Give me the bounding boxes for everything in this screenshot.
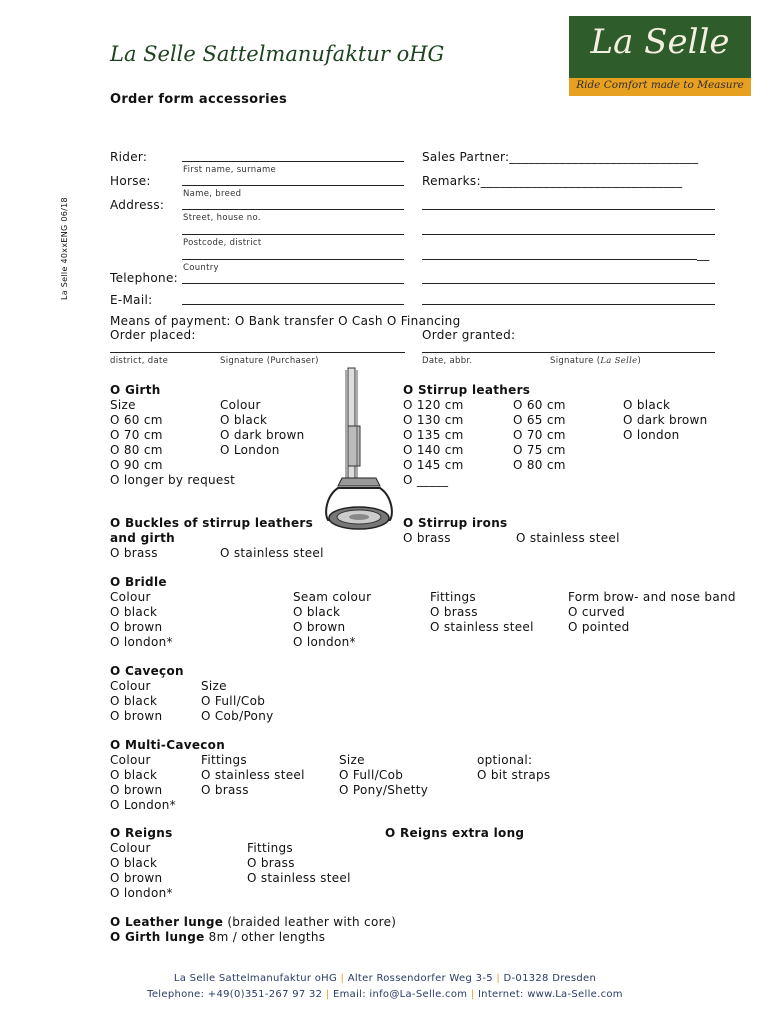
- cavecon-title[interactable]: O Caveçon: [110, 664, 184, 678]
- signature-purchaser-hint: Signature (Purchaser): [220, 356, 319, 366]
- bridle-colour-option[interactable]: O london*: [110, 635, 173, 649]
- remarks-line-4[interactable]: [422, 283, 715, 284]
- leather-length-option[interactable]: O 120 cm: [403, 398, 464, 412]
- girth-size-option[interactable]: O 70 cm: [110, 428, 163, 442]
- horse-hint: Name, breed: [183, 189, 242, 199]
- order-granted-label: Order granted:: [422, 328, 516, 342]
- girth-title[interactable]: O Girth: [110, 383, 161, 397]
- signature-laselle-hint: Signature (La Selle): [550, 356, 642, 366]
- multi-cavecon-optional-option[interactable]: O bit straps: [477, 768, 551, 782]
- leather-length-option[interactable]: O 140 cm: [403, 443, 464, 457]
- leather-length-option[interactable]: O 65 cm: [513, 413, 566, 427]
- leather-length-option[interactable]: O 130 cm: [403, 413, 464, 427]
- reigns-colour-option[interactable]: O black: [110, 856, 158, 870]
- street-hint: Street, house no.: [183, 213, 261, 223]
- buckles-option-brass[interactable]: O brass: [110, 546, 158, 560]
- email-field[interactable]: [182, 304, 404, 305]
- leather-length-option[interactable]: O 135 cm: [403, 428, 464, 442]
- cavecon-colours: Colour O black O brown: [110, 679, 163, 723]
- leather-length-option[interactable]: O 60 cm: [513, 398, 566, 412]
- payment-options[interactable]: Means of payment: O Bank transfer O Cash O Financing: [110, 314, 461, 328]
- order-placed-label: Order placed:: [110, 328, 196, 342]
- sales-partner-field[interactable]: Sales Partner:______________________________: [422, 150, 699, 164]
- buckles-option-steel[interactable]: O stainless steel: [220, 546, 324, 560]
- country-field[interactable]: [182, 259, 404, 260]
- footer-contact: Telephone: +49(0)351-267 97 32 | Email: info@La-Selle.com | Internet: www.La-Selle.com: [147, 989, 623, 1000]
- leather-length-option[interactable]: O 80 cm: [513, 458, 566, 472]
- stirrup-leathers-col2: [513, 398, 566, 473]
- rider-hint: First name, surname: [183, 165, 277, 175]
- girth-colour-option[interactable]: O London: [220, 443, 280, 457]
- logo-tagline: Ride Comfort made to Measure: [576, 79, 744, 91]
- date-abbr-hint: Date, abbr.: [422, 356, 473, 366]
- bridle-seam-option[interactable]: O black: [293, 605, 341, 619]
- multi-cavecon-colour-option[interactable]: O black: [110, 768, 158, 782]
- girth-sizes: Size O 60 cm O 70 cm O 80 cm O 90 cm O longer by request: [110, 398, 236, 487]
- cavecon-size-option[interactable]: O Cob/Pony: [201, 709, 274, 723]
- multi-cavecon-colour-option[interactable]: O London*: [110, 798, 176, 812]
- remarks-field[interactable]: Remarks:________________________________: [422, 174, 683, 188]
- cavecon-size-option[interactable]: O Full/Cob: [201, 694, 266, 708]
- rider-label: Rider:: [110, 150, 148, 164]
- reigns-fittings: Fittings O brass O stainless steel: [247, 841, 351, 885]
- telephone-field[interactable]: [182, 283, 404, 284]
- bridle-colour-option[interactable]: O brown: [110, 620, 163, 634]
- stirrup-leathers-col3: [623, 398, 708, 443]
- reigns-colour-option[interactable]: O london*: [110, 886, 173, 900]
- cavecon-sizes: Size O Full/Cob O Cob/Pony: [201, 679, 274, 723]
- leather-colour-option[interactable]: O black: [623, 398, 671, 412]
- bridle-colours: Colour O black O brown O london*: [110, 590, 173, 649]
- girth-size-option[interactable]: O 80 cm: [110, 443, 163, 457]
- reigns-fittings-option[interactable]: O brass: [247, 856, 295, 870]
- girth-colours: Colour O black O dark brown O London: [220, 398, 305, 457]
- reigns-fittings-option[interactable]: O stainless steel: [247, 871, 351, 885]
- multi-cavecon-colour-option[interactable]: O brown: [110, 783, 163, 797]
- address-label: Address:: [110, 198, 165, 212]
- horse-field[interactable]: [182, 185, 404, 186]
- bridle-seams: Seam colour O black O brown O london*: [293, 590, 372, 649]
- country-hint: Country: [183, 263, 219, 273]
- multi-cavecon-size-option[interactable]: O Pony/Shetty: [339, 783, 429, 797]
- stirrup-irons-option-steel[interactable]: O stainless steel: [516, 531, 620, 545]
- bridle-brow-option[interactable]: O curved: [568, 605, 625, 619]
- bridle-seam-option[interactable]: O brown: [293, 620, 346, 634]
- stirrup-leathers-col1: [403, 398, 464, 488]
- bridle-fittings-option[interactable]: O brass: [430, 605, 478, 619]
- girth-size-option[interactable]: O longer by request: [110, 473, 236, 487]
- girth-size-option[interactable]: O 60 cm: [110, 413, 163, 427]
- multi-cavecon-sizes: Size O Full/Cob O Pony/Shetty: [339, 753, 429, 797]
- multi-cavecon-colours: Colour O black O brown O London*: [110, 753, 176, 812]
- bridle-fittings: Fittings O brass O stainless steel: [430, 590, 534, 634]
- girth-size-option[interactable]: O 90 cm: [110, 458, 163, 472]
- bridle-seam-option[interactable]: O london*: [293, 635, 356, 649]
- leather-colour-option[interactable]: O london: [623, 428, 680, 442]
- company-name: La Selle Sattelmanufaktur oHG: [110, 42, 445, 66]
- bridle-title[interactable]: O Bridle: [110, 575, 167, 589]
- order-placed-line[interactable]: [110, 352, 405, 353]
- multi-cavecon-fittings: Fittings O stainless steel O brass: [201, 753, 305, 797]
- side-code: La Selle 40xxENG 06/18: [60, 197, 69, 300]
- multi-cavecon-fittings-option[interactable]: O brass: [201, 783, 249, 797]
- girth-colour-option[interactable]: O dark brown: [220, 428, 305, 442]
- logo-name: La Selle: [590, 22, 730, 62]
- street-field[interactable]: [182, 209, 404, 210]
- reigns-title[interactable]: O Reigns: [110, 826, 173, 840]
- postcode-field[interactable]: [182, 234, 404, 235]
- remarks-line-5[interactable]: [422, 304, 715, 305]
- reigns-extra-long-title[interactable]: O Reigns extra long: [385, 826, 525, 840]
- rider-field[interactable]: [182, 161, 404, 162]
- multi-cavecon-fittings-option[interactable]: O stainless steel: [201, 768, 305, 782]
- leather-length-option[interactable]: O _____: [403, 473, 449, 487]
- stirrup-irons-option-brass[interactable]: O brass: [403, 531, 451, 545]
- stirrup-irons-title[interactable]: O Stirrup irons: [403, 516, 508, 530]
- leather-length-option[interactable]: O 145 cm: [403, 458, 464, 472]
- cavecon-colour-option[interactable]: O brown: [110, 709, 163, 723]
- multi-cavecon-optional: optional: O bit straps: [477, 753, 551, 782]
- bridle-colour-option[interactable]: O black: [110, 605, 158, 619]
- order-granted-line[interactable]: [422, 352, 715, 353]
- buckles-title[interactable]: O Buckles of stirrup leathers and girth: [110, 516, 314, 545]
- leather-length-option[interactable]: O 75 cm: [513, 443, 566, 457]
- reigns-colour-option[interactable]: O brown: [110, 871, 163, 885]
- horse-label: Horse:: [110, 174, 151, 188]
- footer-address: La Selle Sattelmanufaktur oHG | Alter Rossendorfer Weg 3-5 | D-01328 Dresden: [173, 973, 597, 984]
- leather-lunge-option[interactable]: O Leather lunge (braided leather with core): [110, 915, 397, 929]
- logo: [569, 16, 751, 96]
- remarks-line-1[interactable]: [422, 209, 715, 210]
- leather-length-option[interactable]: O 70 cm: [513, 428, 566, 442]
- cavecon-colour-option[interactable]: O black: [110, 694, 158, 708]
- form-title: Order form accessories: [110, 92, 288, 107]
- bridle-brow-option[interactable]: O pointed: [568, 620, 630, 634]
- bridle-brow-forms: Form brow- and nose band O curved O pointed: [568, 590, 736, 634]
- bridle-fittings-option[interactable]: O stainless steel: [430, 620, 534, 634]
- postcode-hint: Postcode, district: [183, 238, 262, 248]
- girth-colour-option[interactable]: O black: [220, 413, 268, 427]
- reigns-colours: Colour O black O brown O london*: [110, 841, 173, 900]
- remarks-line-2[interactable]: [422, 234, 715, 235]
- telephone-label: Telephone:: [110, 271, 178, 285]
- girth-lunge-option[interactable]: O Girth lunge 8m / other lengths: [110, 930, 326, 944]
- stirrup-leathers-title[interactable]: O Stirrup leathers: [403, 383, 531, 397]
- email-label: E-Mail:: [110, 293, 153, 307]
- stirrup-illustration: [322, 366, 397, 544]
- remarks-line-3-tail: __: [697, 247, 710, 261]
- remarks-line-3[interactable]: [422, 259, 697, 260]
- district-date-hint: district, date: [110, 356, 169, 366]
- multi-cavecon-size-option[interactable]: O Full/Cob: [339, 768, 404, 782]
- leather-colour-option[interactable]: O dark brown: [623, 413, 708, 427]
- multi-cavecon-title[interactable]: O Multi-Cavecon: [110, 738, 226, 752]
